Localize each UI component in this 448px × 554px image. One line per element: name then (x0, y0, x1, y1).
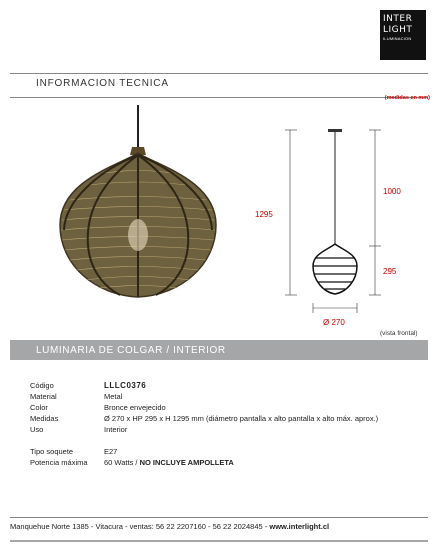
spec-value-material: Metal (104, 392, 123, 401)
top-divider (10, 73, 428, 74)
spec-value-color: Bronce envejecido (104, 403, 166, 412)
section-title: INFORMACION TECNICA (36, 78, 169, 89)
bulb-not-included-note: NO INCLUYE AMPOLLETA (139, 458, 234, 467)
spec-value-use: Interior (104, 425, 128, 434)
footer-phone1: 56 22 2207160 (155, 522, 206, 531)
spec-value-socket: E27 (104, 447, 118, 456)
footer-address: Manquehue Norte 1385 (10, 522, 89, 531)
spec-label-measures: Medidas (30, 414, 59, 423)
units-note: (medidas en mm) (384, 95, 430, 101)
logo-line3: ILUMINACION (383, 36, 412, 41)
spec-label-color: Color (30, 403, 48, 412)
spec-value-measures: Ø 270 x HP 295 x H 1295 mm (diámetro pantalla x alto pantalla x alto máx. aprox.) (104, 414, 379, 423)
footer-phone2: 56 22 2024845 (212, 522, 263, 531)
interlight-logo (380, 10, 426, 60)
view-label: (vista frontal) (380, 330, 418, 337)
footer-divider (10, 517, 428, 518)
spec-label-material: Material (30, 392, 57, 401)
total-height-label: 1295 (255, 210, 273, 219)
section-divider (10, 97, 428, 98)
spec-label-power: Potencia máxima (30, 458, 88, 467)
cable-height-label: 1000 (383, 187, 401, 196)
footer: Manquehue Norte 1385 - Vitacura - ventas: 56 22 2207160 - 56 22 2024845 - www.interlight.cl (10, 522, 330, 531)
category-title: LUMINARIA DE COLGAR / INTERIOR (36, 345, 226, 356)
power-value: 60 Watts (104, 458, 134, 467)
spec-label-use: Uso (30, 425, 44, 434)
logo-line2: LIGHT (383, 25, 413, 35)
footer-sales-label: ventas: (129, 522, 154, 531)
shade-height-label: 295 (383, 267, 397, 276)
diameter-label: Ø 270 (323, 318, 345, 327)
footer-city: Vitacura (95, 522, 123, 531)
spec-label-socket: Tipo soquete (30, 447, 74, 456)
spec-value-code: LLLC0376 (104, 381, 147, 390)
spec-value-power (104, 458, 234, 468)
footer-bar (10, 540, 428, 542)
power-separator: / (133, 458, 140, 467)
spec-label-code: Código (30, 381, 54, 390)
footer-website-link[interactable]: www.interlight.cl (269, 522, 330, 531)
dimension-diagram (255, 120, 425, 335)
logo-line1: INTER (383, 14, 413, 24)
lamp-photo (40, 105, 230, 320)
